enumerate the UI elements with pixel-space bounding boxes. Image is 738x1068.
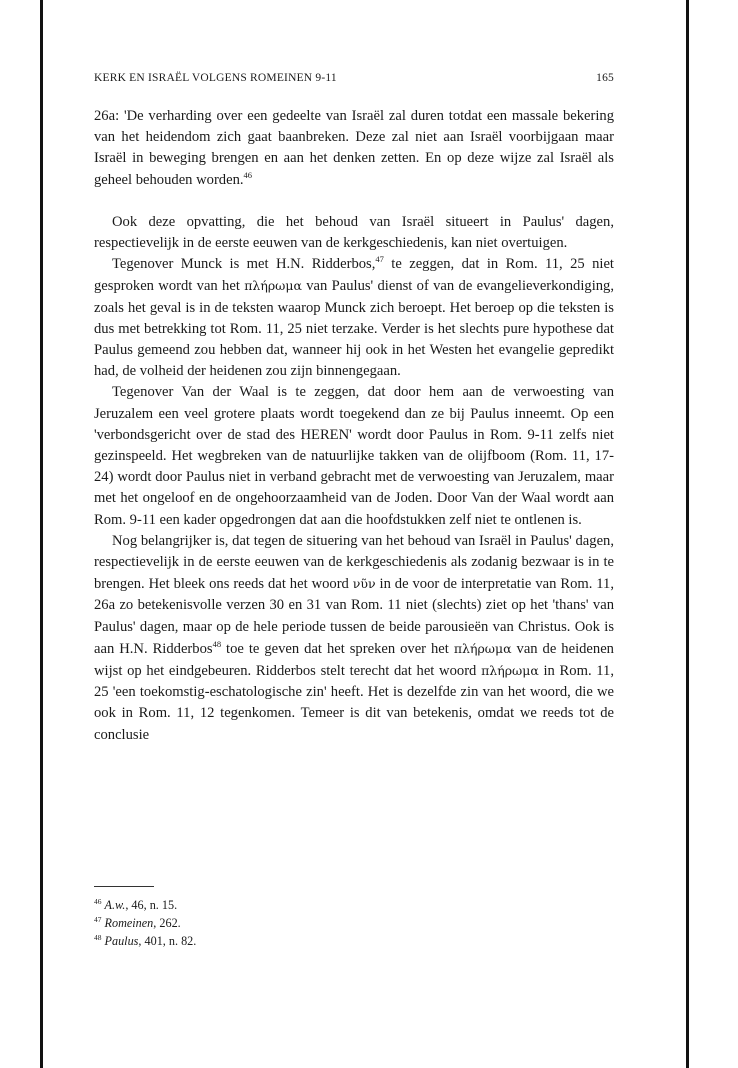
paragraph-3: Tegenover Van der Waal is te zeggen, dat door hem aan de verwoesting van Jeruzalem een veel grotere plaats wordt toegekend dan ze bij Paulus inneemt. Op een 'verbondsgericht over de stad des HEREN' wordt door Paulus in Rom. 9-11 zelfs niet gezinspeeld. Het wegbreken van de natuurlijke takken van de olijfboom (Rom. 11, 17-24) wordt door Paulus niet in verband gebracht met de verwoesting van Jeruzalem, maar met het ongeloof en de ongehoorzaamheid van de Joden. Door Van der Waal wordt aan Rom. 9-11 een kader opgedrongen dat aan die hoofdstukken zelf niet te ontlenen is. [94, 384, 614, 528]
greek-word-pleroma: πλήρωμα [244, 278, 302, 294]
footnote-reference: Paulus [104, 934, 139, 948]
footnote-detail: , 262. [153, 916, 181, 930]
paragraph-2-text-c: van Paulus' dienst of van de evangelieverkondiging, zoals het geval is in de teksten waarop Munck zich beroept. Het beroep op die teksten is dus met betrekking tot Rom. 11, 25 niet terzake. Verder is het slechts pure hypothese dat Paulus gemeend zou hebben dat, wanneer hij ook in het Westen het evangelie gepredikt had, de volheid der heidenen zou zijn binnengegaan. [94, 278, 614, 380]
footnote-marker-47: 47 [375, 254, 384, 265]
greek-word-nun: νῦν [352, 576, 376, 592]
paragraph-4-text-a: Nog belangrijker is, dat tegen de situering van het behoud van Israël in Paulus' dagen, respectievelijk in de eerste eeuwen van de kerkgeschiedenis als zodanig bezwaar is in te brengen. Het bleek ons reeds dat het woord [94, 532, 614, 593]
scan-left-edge [40, 0, 43, 1068]
footnote-number: 47 [94, 915, 102, 924]
paragraph-4-text-d: van de heidenen wijst op het eindgebeuren. Ridderbos stelt terecht dat het woord [94, 640, 614, 680]
footnote-number: 46 [94, 897, 102, 906]
paragraph-4-text-e: in Rom. 11, 25 'een toekomstig-eschatologische zin' heeft. Het is dezelfde zin van het woord, die we ook in Rom. 11, 12 tegenkomen. Temeer is dit van betekenis, omdat we reeds tot de conclusie [94, 663, 614, 743]
greek-word-pleroma: πλήρωμα [481, 663, 539, 679]
running-head-title: KERK EN ISRAËL VOLGENS ROMEINEN 9-11 [94, 72, 337, 84]
footnote-detail: , 401, n. 82. [138, 934, 197, 948]
footnote-marker-46: 46 [243, 169, 253, 180]
paragraph-4 [94, 531, 614, 746]
footnote-reference: A.w. [104, 898, 126, 912]
scan-right-edge [686, 0, 689, 1068]
paragraph-4-text-b: in de voor de interpretatie van Rom. 11, 26a zo betekenisvolle verzen 30 en 31 van Rom. 11 niet (slechts) ziet op het 'thans' van Paulus' dagen, maar op de hele periode tussen de beide parousieën van Christus. Ook is aan H.N. Ridderbos [94, 576, 614, 657]
paragraph-4-text-c: toe te geven dat het spreken over het [221, 640, 454, 657]
footnote-divider [94, 886, 154, 887]
footnote [94, 896, 196, 914]
paragraph-1: Ook deze opvatting, die het behoud van Israël situeert in Paulus' dagen, respectievelijk in de eerste eeuwen van de kerkgeschiedenis, kan niet overtuigen. [94, 213, 614, 252]
paragraph-2-text-a: Tegenover Munck is met H.N. Ridderbos, [112, 256, 376, 273]
footnote-marker-48: 48 [212, 638, 222, 649]
quote-text: 26a: 'De verharding over een gedeelte van Israël zal duren totdat een massale bekering van het heidendom zich gaat baanbreken. Deze zal niet aan Israël voorbijgaan maar Israël in beweging brengen en aan het denken zetten. En op deze wijze zal Israël als geheel behouden worden. [94, 108, 614, 188]
paragraph-2 [94, 254, 614, 382]
paragraph-2-text-b: te zeggen, dat in Rom. 11, 25 niet gesproken wordt van het [94, 256, 614, 295]
footnotes [94, 896, 196, 950]
body-text [94, 106, 614, 746]
footnote-reference: Romeinen [104, 916, 154, 930]
footnote-number: 48 [94, 933, 102, 942]
quote-paragraph [94, 106, 614, 191]
footnote [94, 914, 196, 932]
page-number: 165 [596, 72, 614, 84]
greek-word-pleroma: πλήρωμα [453, 640, 512, 656]
footnote-detail: , 46, n. 15. [125, 898, 178, 912]
footnote [94, 932, 196, 950]
